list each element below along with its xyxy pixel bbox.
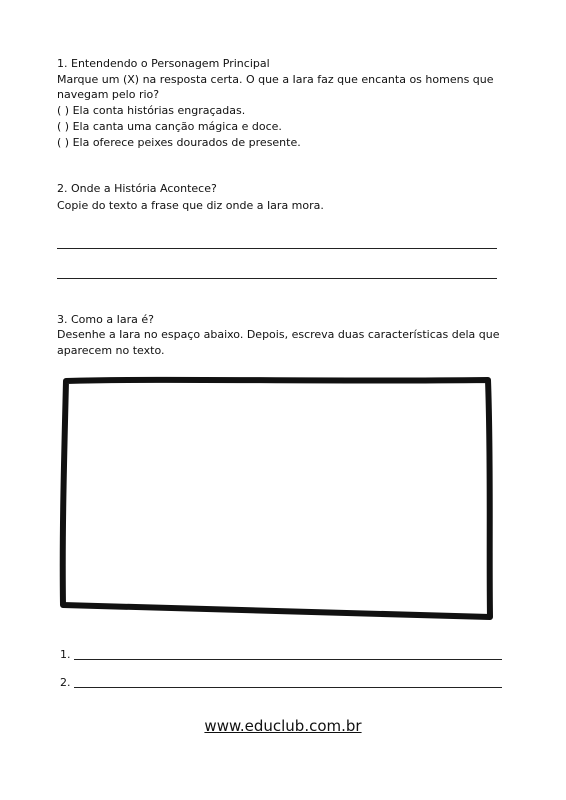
characteristic-answer-line-2[interactable] xyxy=(74,687,502,688)
question-1-option-a: ( ) Ela conta histórias engraçadas. xyxy=(57,104,246,117)
question-2-prompt: Copie do texto a frase que diz onde a Iara mora. xyxy=(57,199,324,212)
question-1-prompt-line-2: navegam pelo rio? xyxy=(57,88,160,101)
drawing-area-border xyxy=(56,373,502,627)
question-3-prompt-line-2: aparecem no texto. xyxy=(57,344,165,357)
question-3-prompt-line-1: Desenhe a Iara no espaço abaixo. Depois, escreva duas características dela que xyxy=(57,328,500,341)
question-1-prompt-line-1: Marque um (X) na resposta certa. O que a Iara faz que encanta os homens que xyxy=(57,73,494,86)
question-2-answer-line-2[interactable] xyxy=(57,278,497,279)
question-2-title: 2. Onde a História Acontece? xyxy=(57,182,217,195)
question-2-answer-line-1[interactable] xyxy=(57,248,497,249)
characteristic-answer-line-1[interactable] xyxy=(74,659,502,660)
characteristic-label-1: 1. xyxy=(60,648,71,661)
question-1-option-b: ( ) Ela canta uma canção mágica e doce. xyxy=(57,120,282,133)
characteristic-label-2: 2. xyxy=(60,676,71,689)
question-1-option-c: ( ) Ela oferece peixes dourados de presente. xyxy=(57,136,301,149)
footer-website-link[interactable]: www.educlub.com.br xyxy=(204,717,362,735)
drawing-area[interactable] xyxy=(56,373,502,627)
question-1-title: 1. Entendendo o Personagem Principal xyxy=(57,57,270,70)
question-3-title: 3. Como a Iara é? xyxy=(57,313,154,326)
